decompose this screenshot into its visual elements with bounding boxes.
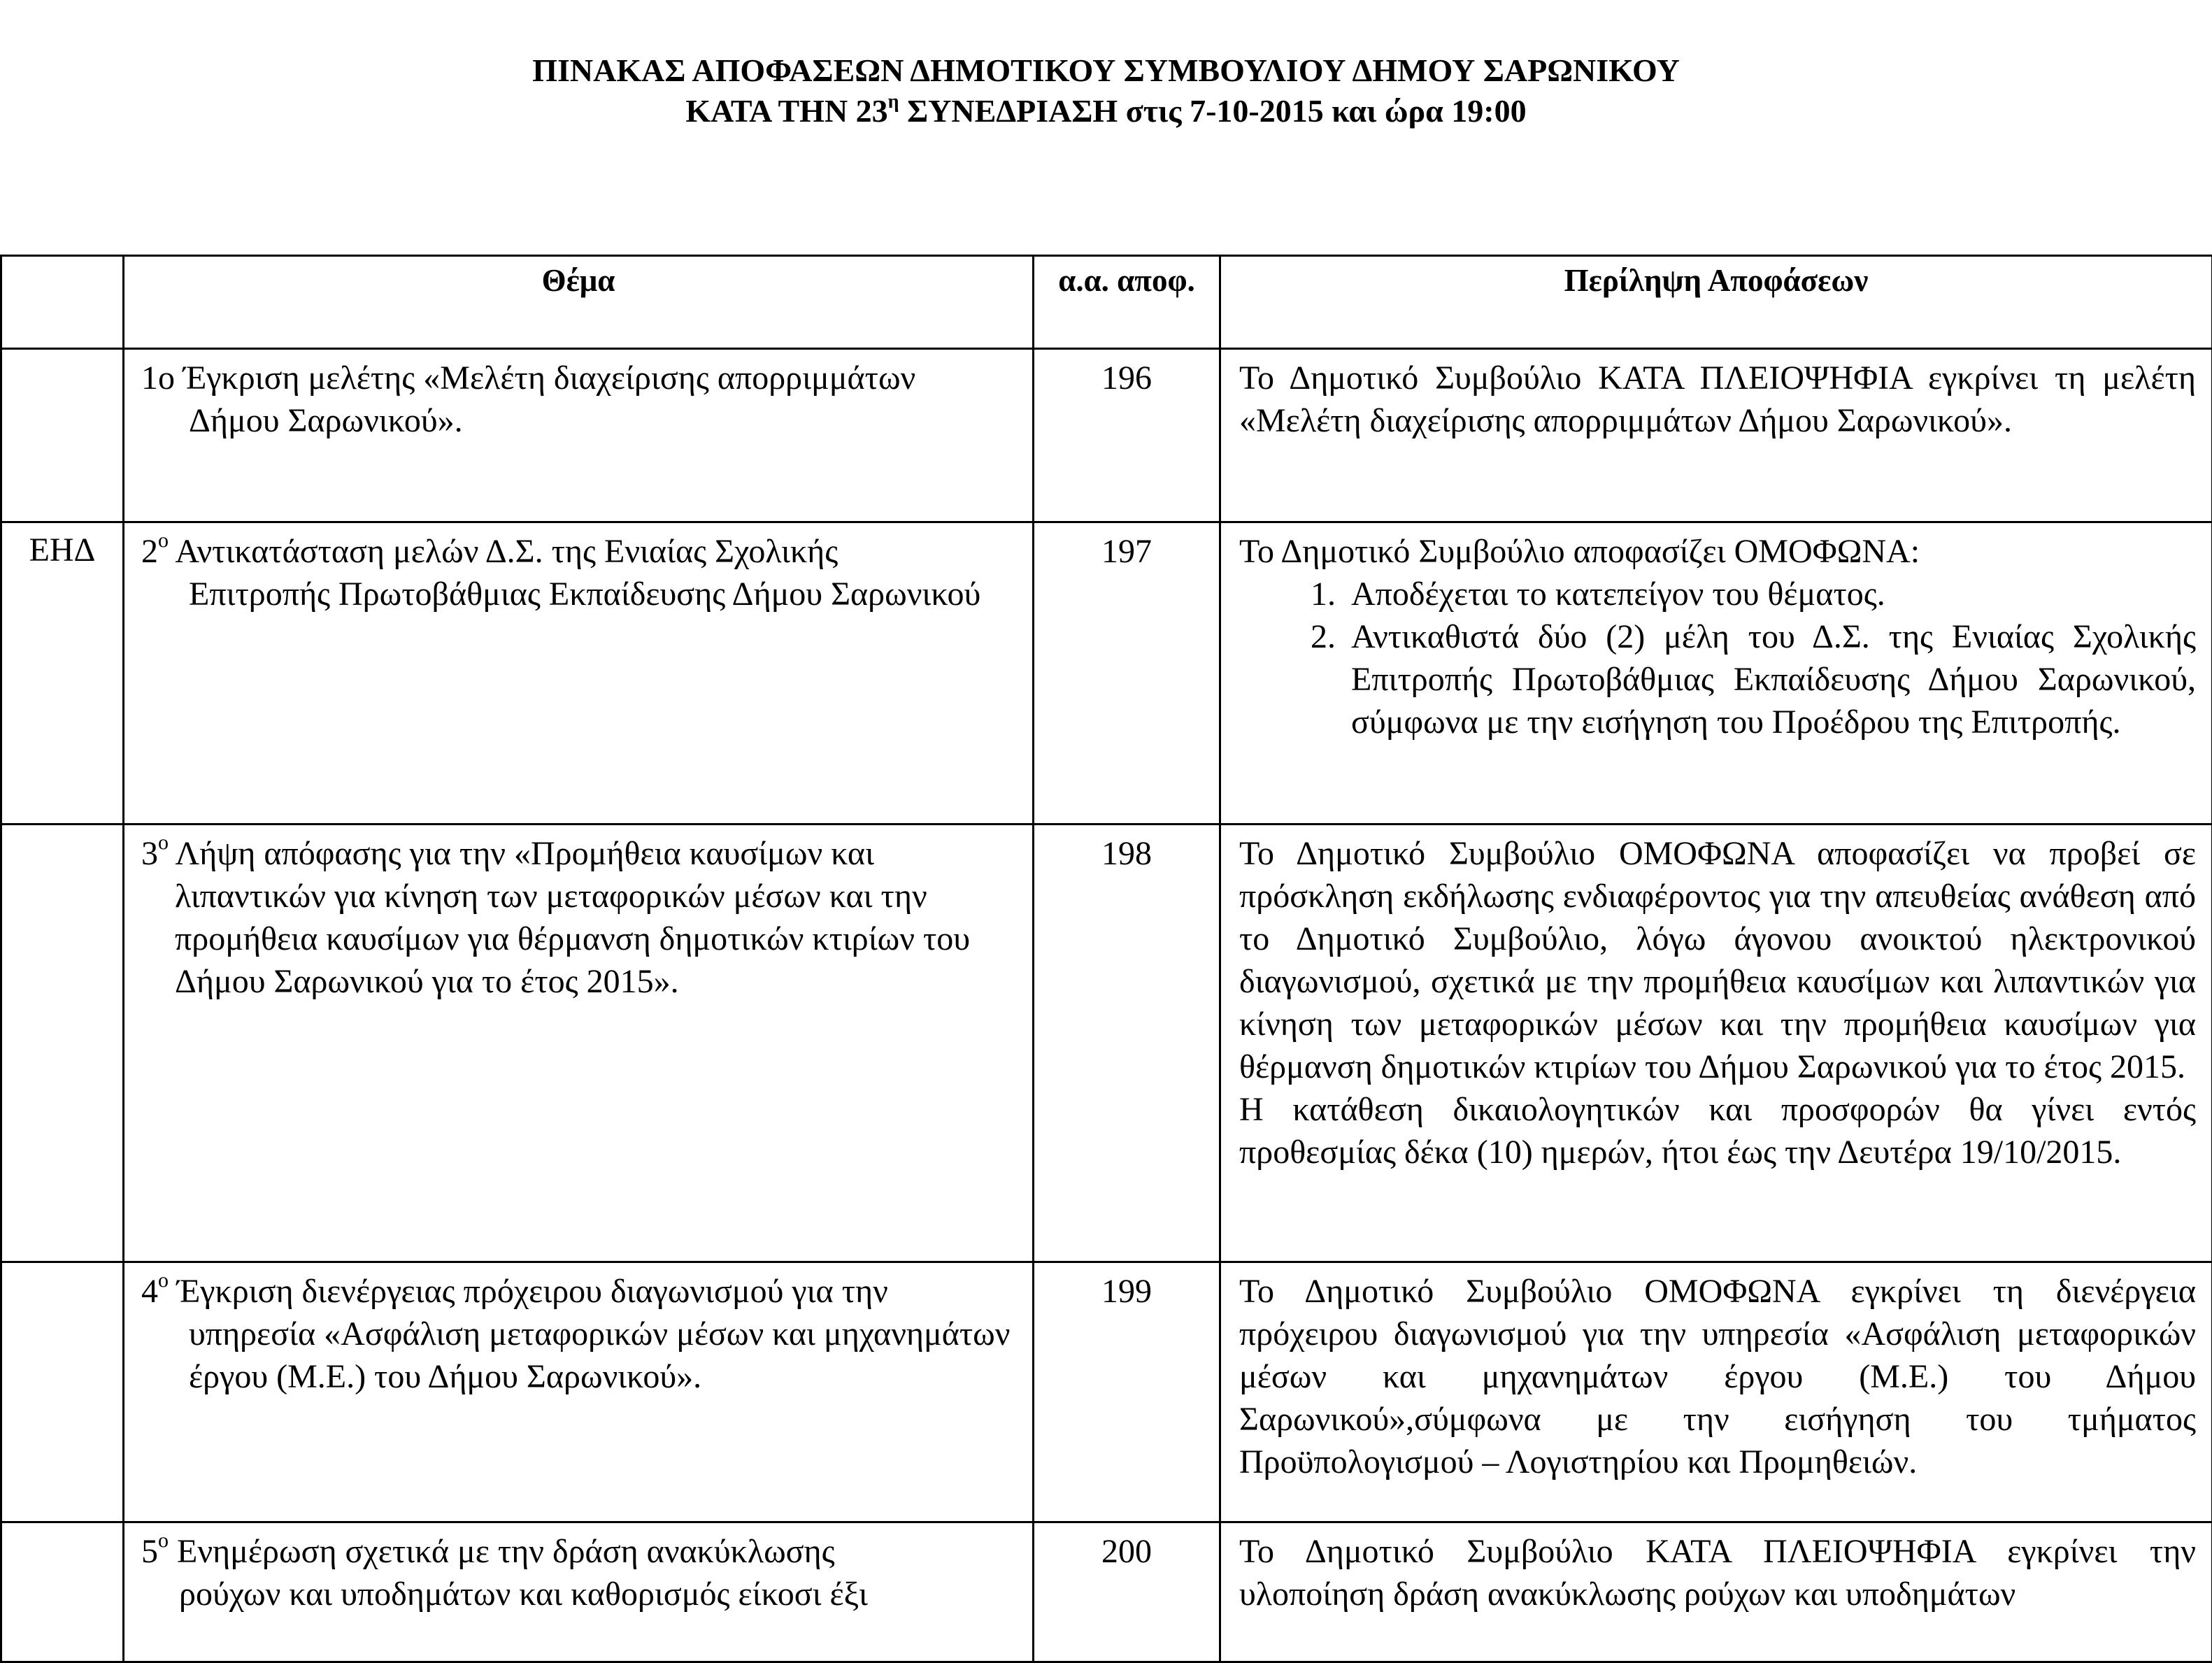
- title-line-1: ΠΙΝΑΚΑΣ ΑΠΟΦΑΣΕΩΝ ΔΗΜΟΤΙΚΟΥ ΣΥΜΒΟΥΛΙΟΥ ΔΗΜΟΥ ΣΑΡΩΝΙΚΟΥ: [0, 50, 2212, 91]
- summary-paragraph-2: Η κατάθεση δικαιολογητικών και προσφορών θα γίνει εντός προθεσμίας δέκα (10) ημερών, ήτοι έως την Δευτέρα 19/10/2015.: [1239, 1088, 2196, 1173]
- subject-first-text: Έγκριση διενέργειας πρόχειρου διαγωνισμού για την: [169, 1273, 888, 1310]
- subject-number: 2: [141, 533, 158, 570]
- row-summary: [1220, 522, 2212, 825]
- title-line-2-start: ΚΑΤΑ ΤΗΝ 23: [685, 93, 887, 129]
- subject-superscript: ο: [158, 529, 169, 552]
- row-code: [1, 349, 124, 522]
- table-row: [1, 1262, 2212, 1522]
- row-code: [1, 825, 124, 1262]
- summary-list-item: 1. Αποδέχεται το κατεπείγον του θέματος.: [1344, 573, 2196, 615]
- row-summary: [1220, 825, 2212, 1262]
- row-subject: [124, 1262, 1034, 1522]
- table-row: [1, 522, 2212, 825]
- subject-first-line: 1ο Έγκριση μελέτης «Μελέτη διαχείρισης απορριμμάτων: [141, 357, 1018, 399]
- row-decision-number: 198: [1034, 825, 1220, 1262]
- decisions-table: [0, 255, 2212, 1663]
- summary-intro: Το Δημοτικό Συμβούλιο αποφασίζει ΟΜΟΦΩΝΑ:: [1239, 530, 2196, 573]
- subject-first-line: [141, 832, 1018, 875]
- header-subject: Θέμα: [124, 256, 1034, 349]
- document-title: [0, 50, 2212, 131]
- subject-number: 3: [141, 835, 158, 872]
- subject-first-line: [141, 1530, 1018, 1573]
- row-subject: [124, 1522, 1034, 1662]
- row-code: [1, 1522, 124, 1662]
- subject-continuation: Δήμου Σαρωνικού».: [141, 399, 1018, 442]
- subject-number: 4: [141, 1273, 158, 1310]
- row-decision-number: 197: [1034, 522, 1220, 825]
- row-decision-number: 199: [1034, 1262, 1220, 1522]
- subject-continuation: Επιτροπής Πρωτοβάθμιας Εκπαίδευσης Δήμου Σαρωνικού: [141, 573, 1018, 615]
- subject-continuation: ρούχων και υποδημάτων και καθορισμός είκοσι έξι: [141, 1573, 1018, 1615]
- subject-continuation: λιπαντικών για κίνηση των μεταφορικών μέσων και την προμήθεια καυσίμων για θέρμανση δημοτικών κτιρίων του Δήμου Σαρωνικού για το έτος 2015».: [141, 875, 1018, 1003]
- subject-first-line: [141, 1270, 1018, 1313]
- subject-first-text: Αντικατάσταση μελών Δ.Σ. της Ενιαίας Σχολικής: [169, 533, 838, 570]
- header-summary: Περίληψη Αποφάσεων: [1220, 256, 2212, 349]
- table-row: [1, 825, 2212, 1262]
- subject-number: 5: [141, 1533, 158, 1570]
- row-subject: [124, 522, 1034, 825]
- subject-superscript: ο: [158, 831, 169, 854]
- title-line-2: [0, 91, 2212, 131]
- subject-continuation: υπηρεσία «Ασφάλιση μεταφορικών μέσων και μηχανημάτων έργου (Μ.Ε.) του Δήμου Σαρωνικού».: [141, 1313, 1018, 1398]
- row-summary: Το Δημοτικό Συμβούλιο ΚΑΤΑ ΠΛΕΙΟΨΗΦΙΑ εγκρίνει τη μελέτη «Μελέτη διαχείρισης απορριμμάτων Δήμου Σαρωνικού».: [1220, 349, 2212, 522]
- summary-list-item: 2. Αντικαθιστά δύο (2) μέλη του Δ.Σ. της Ενιαίας Σχολικής Επιτροπής Πρωτοβάθμιας Εκπαίδευσης Δήμου Σαρωνικού, σύμφωνα με την εισήγηση του Προέδρου της Επιτροπής.: [1344, 615, 2196, 743]
- summary-paragraph: Το Δημοτικό Συμβούλιο ΟΜΟΦΩΝΑ αποφασίζει να προβεί σε πρόσκληση εκδήλωσης ενδιαφέροντος για την απευθείας ανάθεση από το Δημοτικό Συμβούλιο, λόγω άγονου ανοικτού ηλεκτρονικού διαγωνισμού, σχετικά με την προμήθεια καυσίμων και λιπαντικών για κίνηση των μεταφορικών μέσων και την προμήθεια καυσίμων για θέρμανση δημοτικών κτιρίων του Δήμου Σαρωνικού για το έτος 2015.: [1239, 832, 2196, 1088]
- row-code: [1, 1262, 124, 1522]
- subject-first-text: Λήψη απόφασης για την «Προμήθεια καυσίμων και: [169, 835, 874, 872]
- row-decision-number: 196: [1034, 349, 1220, 522]
- row-summary: Το Δημοτικό Συμβούλιο ΟΜΟΦΩΝΑ εγκρίνει τη διενέργεια πρόχειρου διαγωνισμού για την υπηρεσία «Ασφάλιση μεταφορικών μέσων και μηχανημάτων έργου (Μ.Ε.) του Δήμου Σαρωνικού»,σύμφωνα με την εισήγηση του τμήματος Προϋπολογισμού – Λογιστηρίου και Προμηθειών.: [1220, 1262, 2212, 1522]
- header-number: α.α. αποφ.: [1034, 256, 1220, 349]
- row-code: ΕΗΔ: [1, 522, 124, 825]
- row-subject: [124, 825, 1034, 1262]
- row-subject: [124, 349, 1034, 522]
- title-line-2-end: ΣΥΝΕΔΡΙΑΣΗ στις 7-10-2015 και ώρα 19:00: [899, 93, 1527, 129]
- title-superscript: η: [888, 91, 899, 113]
- row-summary: Το Δημοτικό Συμβούλιο ΚΑΤΑ ΠΛΕΙΟΨΗΦΙΑ εγκρίνει την υλοποίηση δράση ανακύκλωσης ρούχων και υποδημάτων: [1220, 1522, 2212, 1662]
- subject-superscript: ο: [158, 1269, 169, 1292]
- subject-first-line: [141, 530, 1018, 573]
- table-row: [1, 349, 2212, 522]
- table-header-row: [1, 256, 2212, 349]
- row-decision-number: 200: [1034, 1522, 1220, 1662]
- header-code: [1, 256, 124, 349]
- table-row: [1, 1522, 2212, 1662]
- subject-first-text: Ενημέρωση σχετικά με την δράση ανακύκλωσης: [169, 1533, 835, 1570]
- subject-superscript: ο: [158, 1529, 169, 1552]
- summary-list: [1239, 573, 2196, 743]
